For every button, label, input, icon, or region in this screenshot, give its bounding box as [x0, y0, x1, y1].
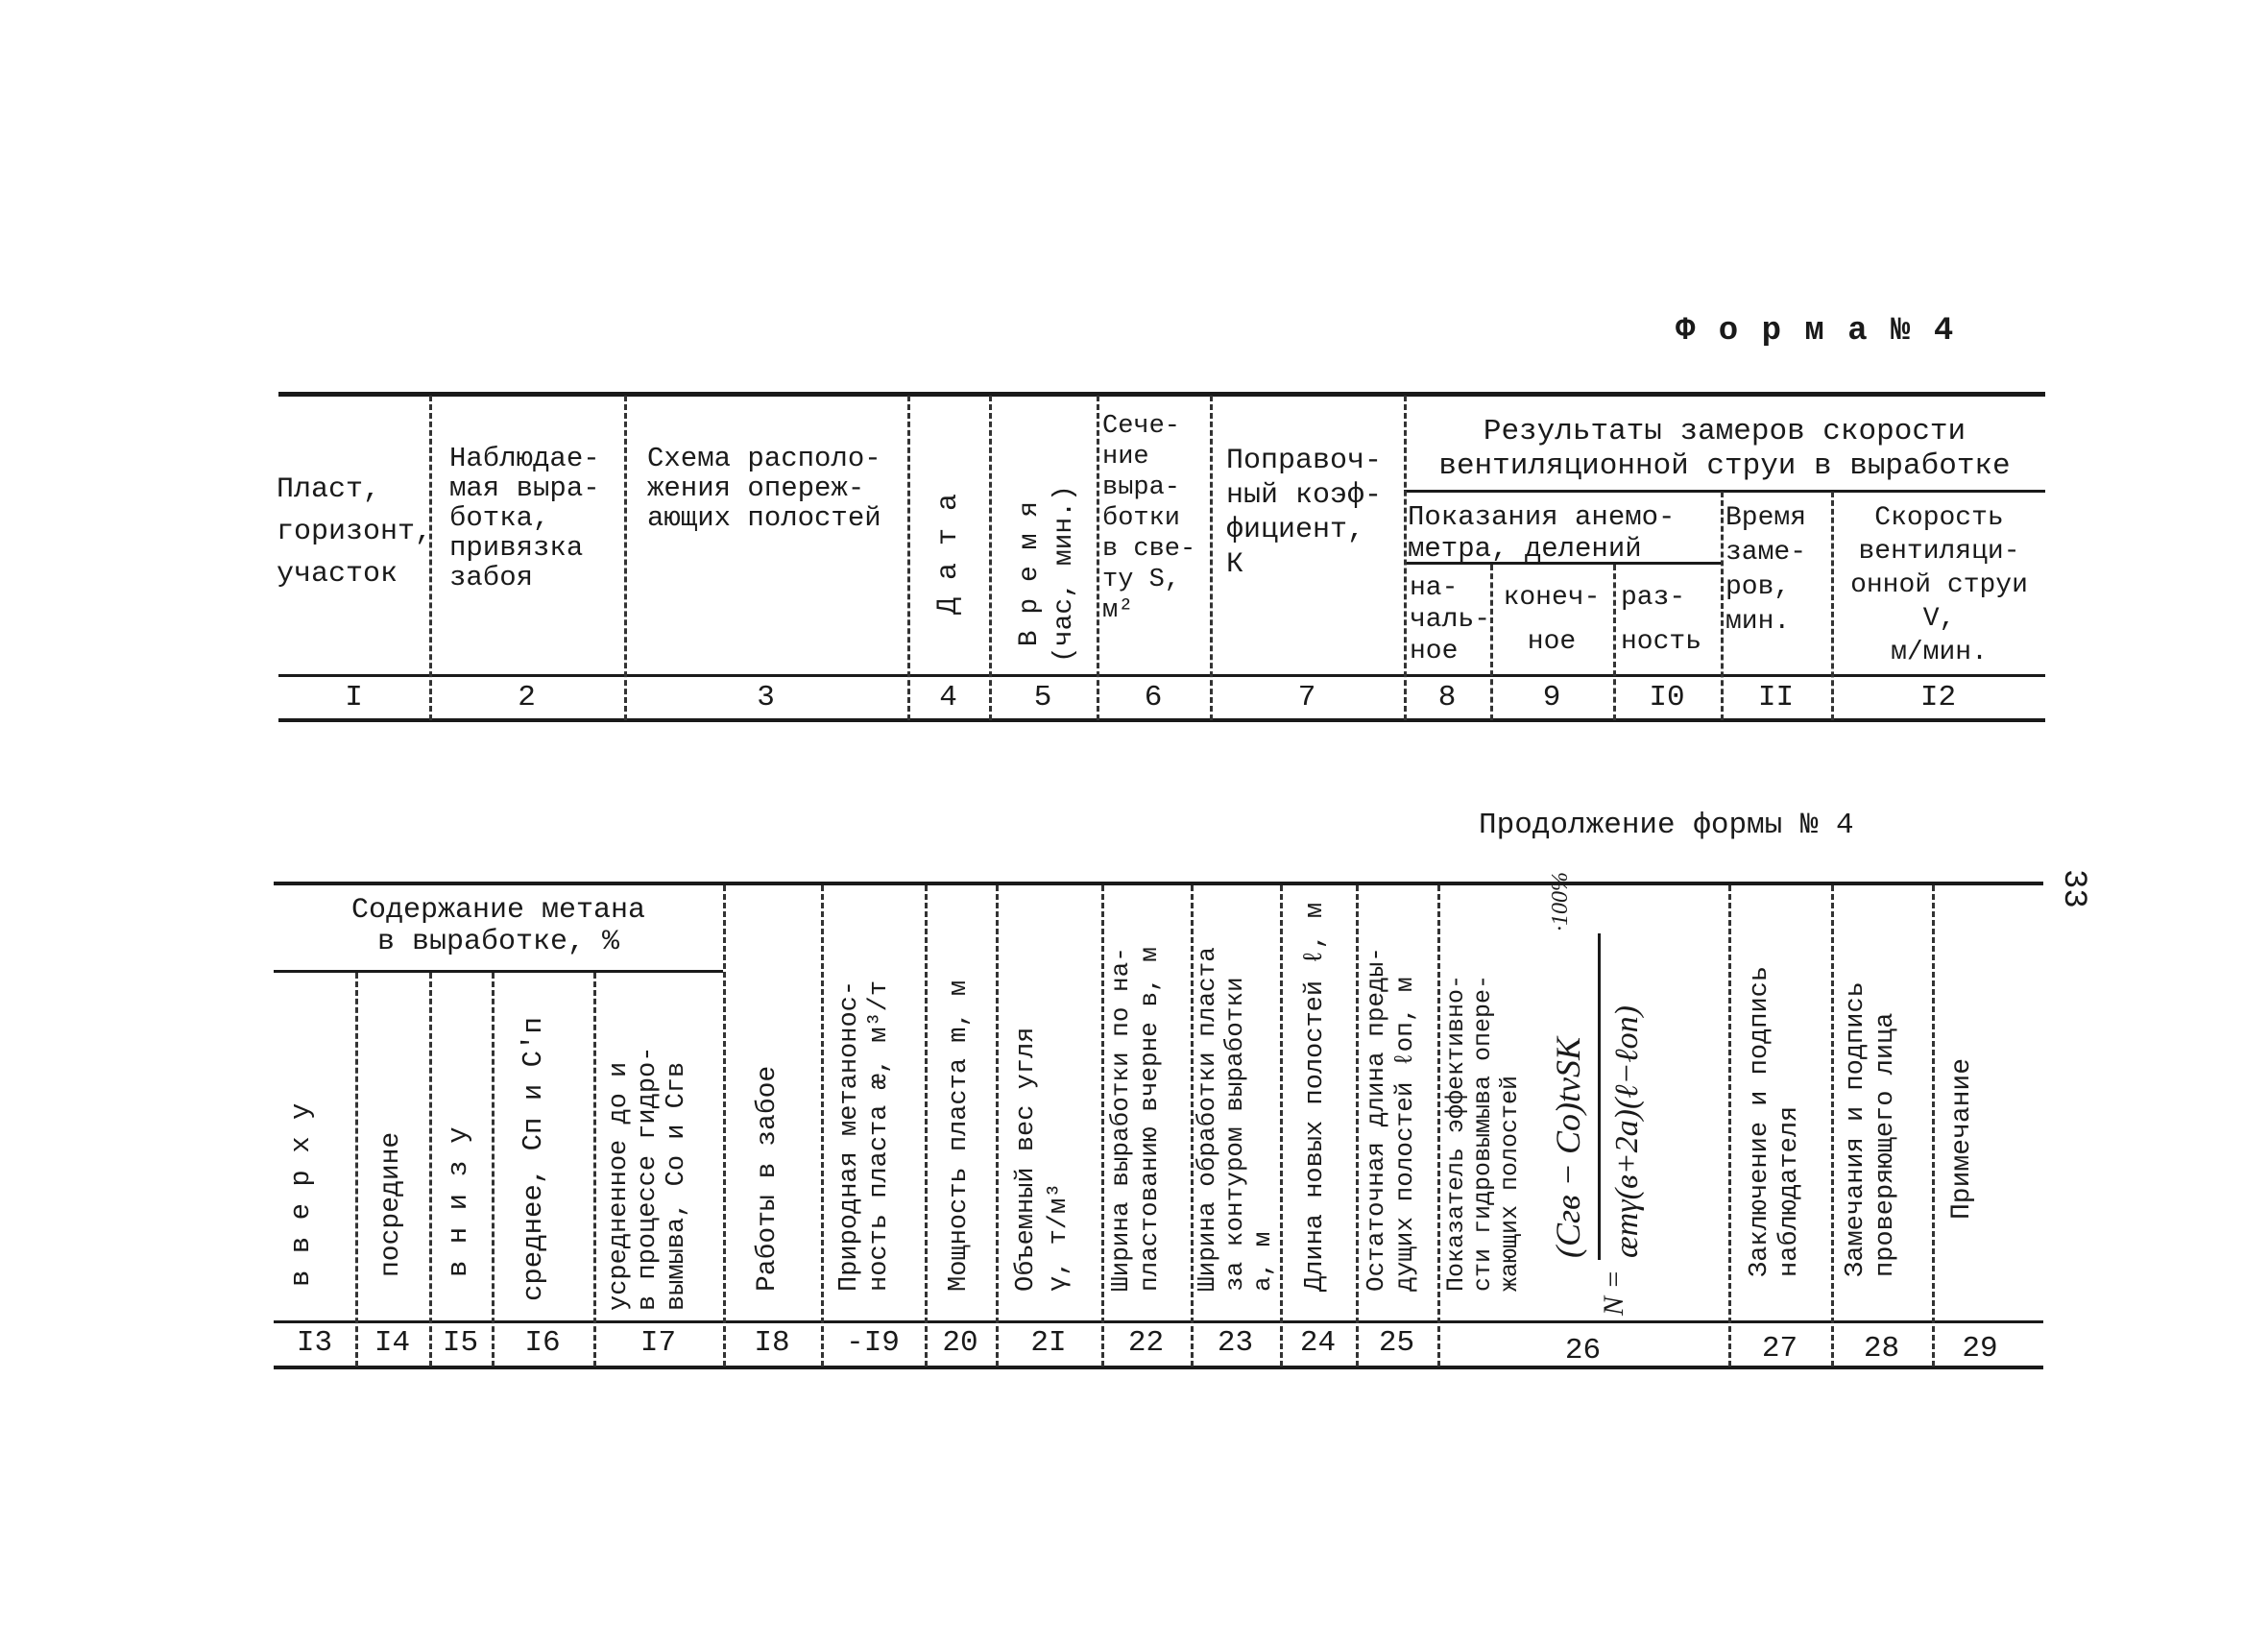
col-number: 6 — [1144, 681, 1163, 714]
header-time: В р е м я (час, мин.) — [1015, 485, 1079, 663]
col-residual-length: Остаточная длина преды- дущих полостей ℓоп, м — [1362, 947, 1419, 1292]
col-number: I6 — [524, 1326, 561, 1360]
page-number: 33 — [2055, 869, 2091, 908]
col-number: 29 — [1962, 1332, 1998, 1366]
col-bottom: в н и з у — [443, 1126, 474, 1277]
col-number: I4 — [374, 1326, 411, 1360]
col-number: 5 — [1033, 681, 1052, 714]
col-number: 3 — [757, 681, 775, 714]
group-methane-content: Содержание метана в выработке, % — [350, 894, 646, 958]
col-working-width: Ширина выработки по на- пластованию вчерне в, м — [1106, 947, 1164, 1292]
col-number: I2 — [1919, 681, 1957, 714]
header-measurement-time: Время заме- ров, мин. — [1725, 503, 1807, 637]
header-observed-working: Наблюдае- мая выра- ботка, привязка забоя — [449, 443, 600, 593]
col-seam-thickness: Мощность пласта m, м — [945, 980, 974, 1292]
col-number: 2I — [1030, 1326, 1067, 1360]
col-efficiency-indicator: Показатель эффективно- сти гидровымыва опере- жающих полостей — [1442, 974, 1524, 1292]
col-number: I5 — [442, 1326, 479, 1360]
col-number: 25 — [1378, 1326, 1415, 1360]
formula-suffix: ·100% — [1548, 872, 1573, 931]
col-number: 9 — [1542, 681, 1561, 714]
header-layer: Пласт, горизонт, участок — [277, 473, 433, 591]
header-correction-coefficient: Поправоч- ный коэф- фициент, К — [1226, 445, 1383, 581]
col-number: I0 — [1649, 681, 1685, 714]
col-treatment-width: Ширина обработки пласта за контуром выработки а, м — [1193, 947, 1277, 1292]
col-number: II — [1757, 681, 1795, 714]
col-number: -I9 — [846, 1326, 900, 1360]
formula-denominator: æmγ(в+2а)(ℓ−ℓоп) — [1609, 1005, 1645, 1258]
col-number: 22 — [1127, 1326, 1165, 1360]
header-air-velocity: Скорость вентиляци- онной струи V, м/мин. — [1850, 503, 2028, 667]
col-new-cavities-length: Длина новых полостей ℓ, м — [1301, 902, 1330, 1292]
continuation-title: Продолжение формы № 4 — [1479, 809, 1854, 842]
efficiency-formula — [1534, 874, 1726, 1316]
formula-prefix: N = — [1598, 1270, 1629, 1316]
form-title: Ф о р м а № 4 — [1676, 313, 1956, 350]
col-number: 2 — [518, 681, 536, 714]
header-scheme: Схема располо- жения опереж- ающих полостей — [647, 443, 881, 534]
col-coal-density: Объемный вес угля γ, т/м³ — [1012, 1027, 1074, 1292]
formula-fraction-bar — [1598, 933, 1601, 1260]
col-average: среднее, Cп и C'п — [518, 1017, 549, 1301]
header-final: конеч- ное — [1503, 583, 1601, 657]
col-number: 27 — [1761, 1332, 1798, 1366]
col-number: 24 — [1299, 1326, 1337, 1360]
col-number: 28 — [1863, 1332, 1900, 1366]
header-group-anemometer: Показания анемо- метра, делений — [1408, 501, 1676, 565]
col-number: I8 — [754, 1326, 790, 1360]
col-top: в в е р х у — [285, 1102, 317, 1287]
col-observer-conclusion: Заключение и подпись наблюдателя — [1746, 965, 1804, 1277]
col-number: 7 — [1297, 681, 1316, 714]
col-number: 26 — [1564, 1334, 1602, 1367]
col-number: 23 — [1217, 1326, 1254, 1360]
col-inspector-remarks: Замечания и подпись проверяющего лица — [1842, 981, 1900, 1277]
col-middle: посредине — [376, 1131, 406, 1277]
col-number: 8 — [1437, 681, 1457, 714]
formula-numerator: (Cгв − Cо)tvSK — [1549, 1037, 1587, 1258]
header-difference: раз- ность — [1621, 583, 1702, 657]
header-group-velocity: Результаты замеров скорости вентиляционной струи в выработке — [1438, 415, 2011, 483]
header-section: Сече- ние выра- ботки в све- ту S, м² — [1102, 412, 1196, 625]
col-averaged: усредненное до и в процессе гидро- вымыва, Cо и Cгв — [605, 1046, 691, 1311]
col-number: I7 — [639, 1326, 677, 1360]
col-number: I3 — [296, 1326, 333, 1360]
col-number: 20 — [942, 1326, 978, 1360]
col-face-works: Работы в забое — [753, 1065, 783, 1292]
header-date: Д а т а — [932, 493, 965, 615]
col-number: 4 — [939, 681, 957, 714]
col-number: I — [345, 681, 363, 714]
col-natural-methane: Природная метанонос- ность пласта æ, м³/т — [835, 980, 894, 1292]
col-notes: Примечание — [1947, 1057, 1977, 1220]
header-initial: на- чаль- ное — [1410, 573, 1491, 666]
